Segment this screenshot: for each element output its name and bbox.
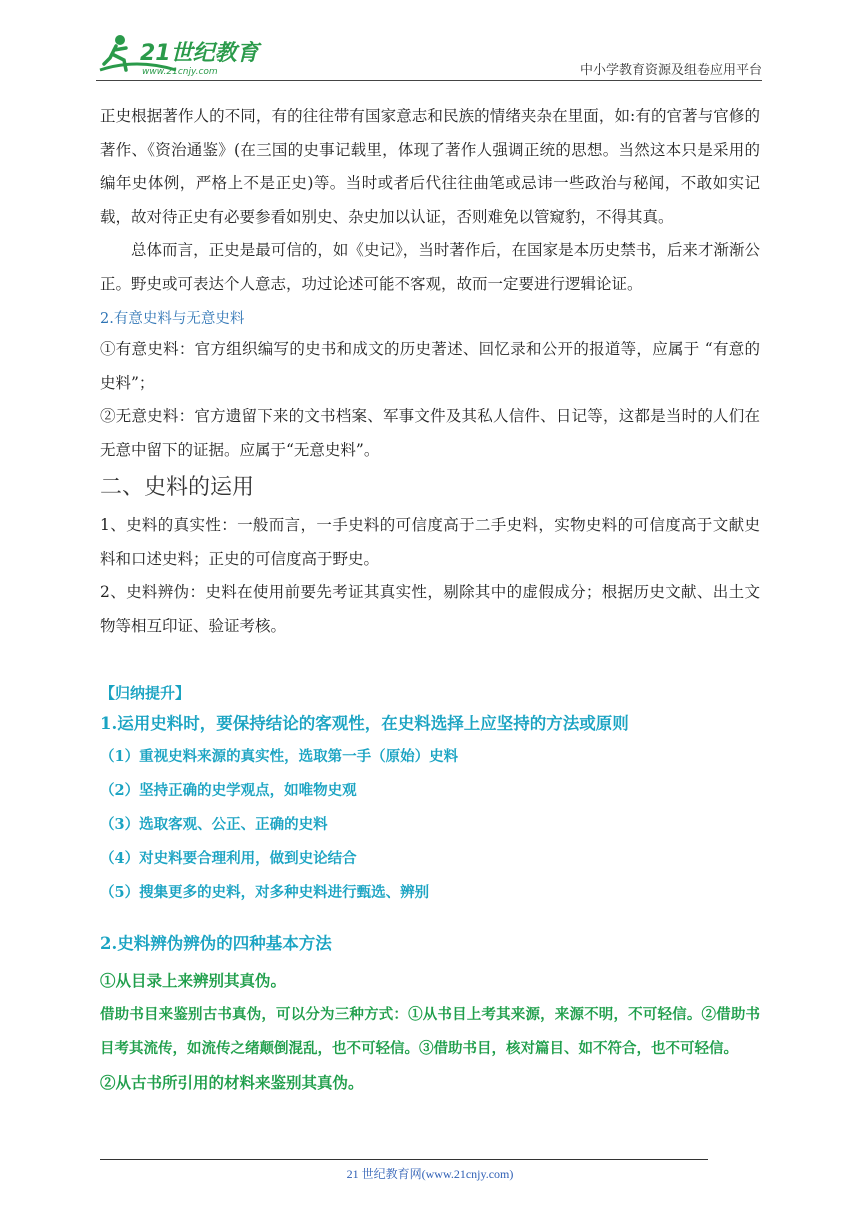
svg-text:21世纪教育: 21世纪教育: [140, 41, 259, 66]
paragraph-summary: 总体而言，正史是最可信的，如《史记》，当时著作后，在国家是本历史禁书，后来才渐渐公正。野史或可表达个人意志，功过论述可能不客观，故而一定要进行逻辑论证。: [100, 241, 760, 293]
21cnjy-logo: [96, 30, 266, 78]
summary-heading-2: 2.史料辨伪辨伪的四种基本方法: [100, 934, 332, 953]
summary-heading-1: 1.运用史料时，要保持结论的客观性，在史料选择上应坚持的方法或原则: [100, 714, 629, 733]
method-2-title: ②从古书所引用的材料来鉴别其真伪。: [100, 1073, 364, 1092]
subheading-intent: 2.有意史料与无意史料: [100, 311, 245, 327]
method-1-title: ①从目录上来辨别其真伪。: [100, 971, 287, 990]
summary-title: 【归纳提升】: [100, 684, 191, 702]
principle-item: （2）坚持正确的史学观点，如唯物史观: [100, 782, 357, 799]
principle-item: （1）重视史料来源的真实性，选取第一手（原始）史料: [100, 748, 459, 765]
principle-item: （4）对史料要合理利用，做到史论结合: [100, 850, 357, 867]
page-header: [96, 30, 762, 80]
footer-divider: [100, 1159, 708, 1160]
svg-text:www.21cnjy.com: www.21cnjy.com: [142, 67, 218, 77]
principle-item: （5）搜集更多的史料，对多种史料进行甄选、辨别: [100, 884, 430, 901]
section-title-usage: 二、史料的运用: [100, 475, 255, 500]
method-1-body: 借助书目来鉴别古书真伪，可以分为三种方式：①从书目上考其来源，来源不明，不可轻信。②借助书目考其流传，如流传之绪颠倒混乱，也不可轻信。③借助书目，核对篇目、如不符合，也不可轻信。: [100, 1006, 760, 1057]
header-divider: [96, 80, 762, 81]
footer-text: 21 世纪教育网(www.21cnjy.com): [346, 1167, 514, 1181]
paragraph-official-history: 正史根据著作人的不同，有的往往带有国家意志和民族的情绪夹杂在里面，如:有的官著与官修的著作、《资治通鉴》(在三国的史事记载里，体现了著作人强调正统的思想。当然这本只是采用的编年史体例，严格上不是正史)等。当时或者后代往往曲笔或忌讳一些政治与秘闻，不敢如实记载，故对待正史有必要参看如别史、杂史加以认证，否则难免以管窥豹，不得其真。: [100, 107, 760, 226]
usage-item-2: 2、史料辨伪：史料在使用前要先考证其真实性，剔除其中的虚假成分；根据历史文献、出土文物等相互印证、验证考核。: [100, 583, 760, 635]
intent-item-1: ①有意史料：官方组织编写的史书和成文的历史著述、回忆录和公开的报道等，应属于 “有意的史料”；: [100, 340, 760, 392]
usage-item-1: 1、史料的真实性：一般而言，一手史料的可信度高于二手史料，实物史料的可信度高于文献史料和口述史料；正史的可信度高于野史。: [100, 516, 760, 568]
document-body: [100, 100, 760, 1100]
platform-name: 中小学教育资源及组卷应用平台: [579, 63, 762, 78]
principle-item: （3）选取客观、公正、正确的史料: [100, 816, 328, 833]
intent-item-2: ②无意史料：官方遗留下来的文书档案、军事文件及其私人信件、日记等，这都是当时的人们在无意中留下的证据。应属于“无意史料”。: [100, 407, 760, 459]
